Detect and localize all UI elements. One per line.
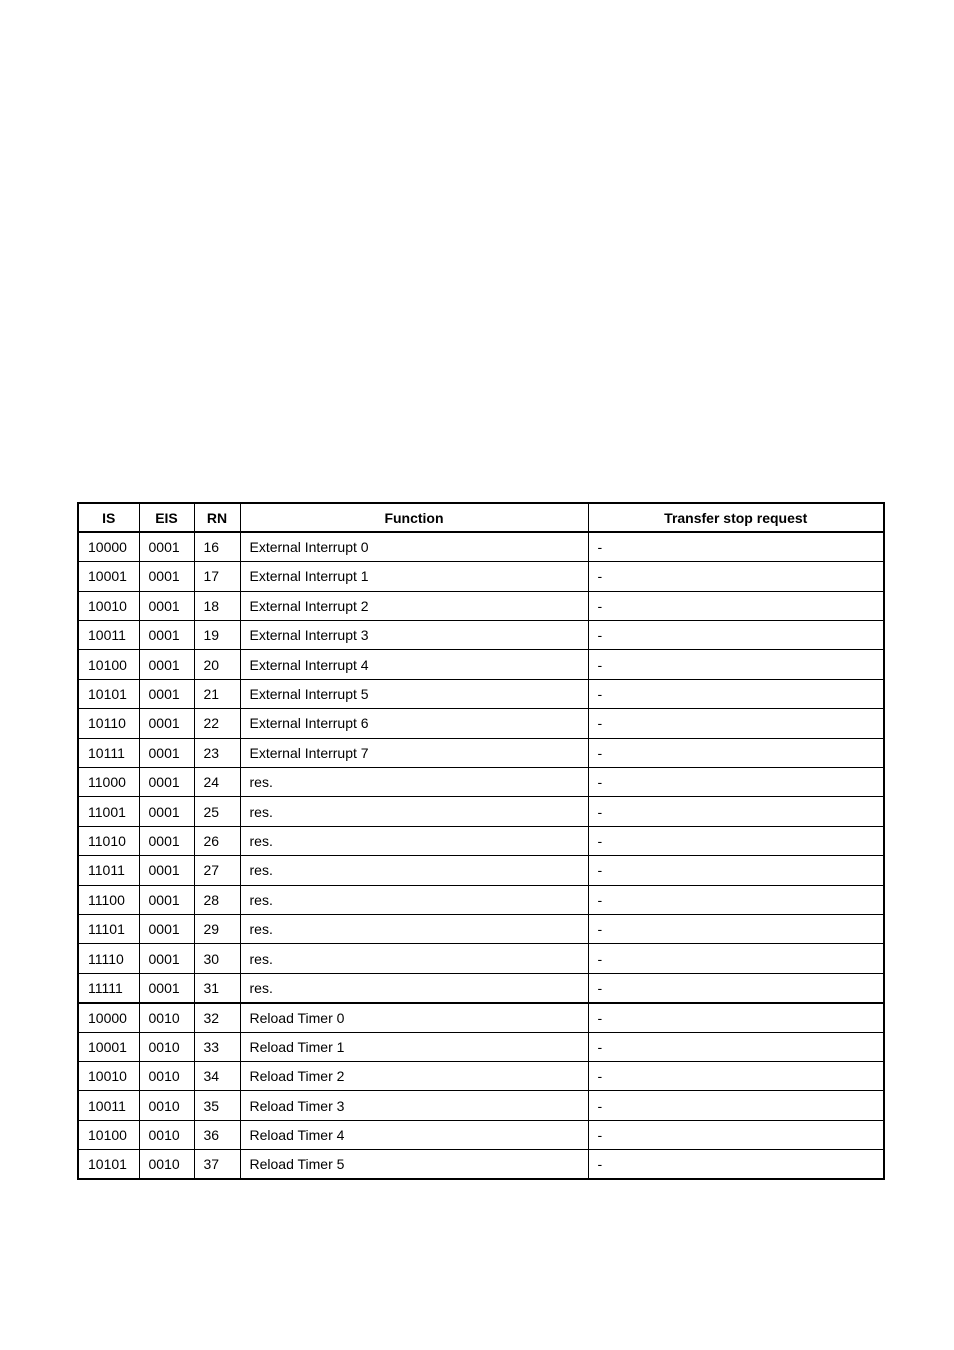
table-row	[78, 621, 884, 650]
cell-rn: 35	[194, 1091, 240, 1120]
cell-function: res.	[240, 826, 588, 855]
table-row	[78, 1032, 884, 1061]
cell-function: Reload Timer 0	[240, 1003, 588, 1032]
cell-eis: 0001	[139, 591, 194, 620]
cell-is: 10001	[78, 562, 139, 591]
cell-function: External Interrupt 3	[240, 621, 588, 650]
cell-eis: 0001	[139, 768, 194, 797]
table-header	[78, 503, 884, 532]
cell-transfer-stop-request: -	[588, 738, 884, 767]
cell-is: 10010	[78, 1061, 139, 1090]
cell-rn: 18	[194, 591, 240, 620]
cell-is: 11001	[78, 797, 139, 826]
cell-rn: 30	[194, 944, 240, 973]
cell-is: 10000	[78, 1003, 139, 1032]
cell-eis: 0010	[139, 1061, 194, 1090]
cell-eis: 0001	[139, 709, 194, 738]
cell-is: 10011	[78, 1091, 139, 1120]
cell-function: res.	[240, 944, 588, 973]
cell-eis: 0001	[139, 856, 194, 885]
header-transfer-stop-request: Transfer stop request	[588, 503, 884, 532]
cell-rn: 20	[194, 650, 240, 679]
interrupt-table	[77, 502, 885, 1180]
cell-is: 10010	[78, 591, 139, 620]
cell-transfer-stop-request: -	[588, 1003, 884, 1032]
cell-transfer-stop-request: -	[588, 1032, 884, 1061]
cell-transfer-stop-request: -	[588, 650, 884, 679]
cell-eis: 0001	[139, 914, 194, 943]
cell-rn: 31	[194, 973, 240, 1002]
cell-eis: 0001	[139, 973, 194, 1002]
cell-eis: 0001	[139, 797, 194, 826]
cell-is: 10101	[78, 679, 139, 708]
table-row	[78, 738, 884, 767]
table-row	[78, 797, 884, 826]
cell-transfer-stop-request: -	[588, 885, 884, 914]
cell-function: res.	[240, 885, 588, 914]
table-row	[78, 856, 884, 885]
cell-eis: 0010	[139, 1091, 194, 1120]
cell-transfer-stop-request: -	[588, 944, 884, 973]
cell-transfer-stop-request: -	[588, 768, 884, 797]
cell-eis: 0001	[139, 621, 194, 650]
cell-rn: 37	[194, 1150, 240, 1179]
cell-is: 11110	[78, 944, 139, 973]
table-body	[78, 532, 884, 1179]
cell-is: 10101	[78, 1150, 139, 1179]
cell-function: External Interrupt 2	[240, 591, 588, 620]
cell-is: 10001	[78, 1032, 139, 1061]
cell-is: 10100	[78, 1120, 139, 1149]
cell-rn: 23	[194, 738, 240, 767]
cell-is: 11101	[78, 914, 139, 943]
table-row	[78, 1150, 884, 1179]
cell-rn: 29	[194, 914, 240, 943]
cell-transfer-stop-request: -	[588, 973, 884, 1002]
cell-eis: 0001	[139, 650, 194, 679]
cell-rn: 16	[194, 532, 240, 561]
cell-function: res.	[240, 973, 588, 1002]
table-row	[78, 973, 884, 1002]
cell-function: External Interrupt 7	[240, 738, 588, 767]
cell-rn: 21	[194, 679, 240, 708]
cell-is: 10100	[78, 650, 139, 679]
cell-transfer-stop-request: -	[588, 1150, 884, 1179]
cell-is: 10111	[78, 738, 139, 767]
cell-eis: 0001	[139, 679, 194, 708]
header-eis: EIS	[139, 503, 194, 532]
cell-function: Reload Timer 1	[240, 1032, 588, 1061]
cell-function: res.	[240, 914, 588, 943]
cell-function: res.	[240, 797, 588, 826]
cell-rn: 36	[194, 1120, 240, 1149]
cell-function: External Interrupt 4	[240, 650, 588, 679]
cell-transfer-stop-request: -	[588, 797, 884, 826]
table-row	[78, 944, 884, 973]
header-function: Function	[240, 503, 588, 532]
cell-is: 10110	[78, 709, 139, 738]
cell-function: External Interrupt 6	[240, 709, 588, 738]
cell-function: Reload Timer 3	[240, 1091, 588, 1120]
cell-eis: 0001	[139, 885, 194, 914]
table-row	[78, 1091, 884, 1120]
cell-transfer-stop-request: -	[588, 562, 884, 591]
cell-rn: 22	[194, 709, 240, 738]
cell-rn: 26	[194, 826, 240, 855]
cell-is: 11100	[78, 885, 139, 914]
cell-rn: 17	[194, 562, 240, 591]
cell-function: External Interrupt 5	[240, 679, 588, 708]
table-row	[78, 532, 884, 561]
cell-function: Reload Timer 5	[240, 1150, 588, 1179]
cell-eis: 0010	[139, 1032, 194, 1061]
cell-is: 11011	[78, 856, 139, 885]
cell-rn: 24	[194, 768, 240, 797]
cell-function: Reload Timer 2	[240, 1061, 588, 1090]
table-row	[78, 650, 884, 679]
cell-rn: 25	[194, 797, 240, 826]
cell-rn: 28	[194, 885, 240, 914]
cell-eis: 0001	[139, 532, 194, 561]
table-row	[78, 885, 884, 914]
header-is: IS	[78, 503, 139, 532]
table-row	[78, 1061, 884, 1090]
cell-eis: 0010	[139, 1150, 194, 1179]
cell-transfer-stop-request: -	[588, 826, 884, 855]
table-row	[78, 914, 884, 943]
table-row	[78, 1003, 884, 1032]
cell-function: External Interrupt 0	[240, 532, 588, 561]
cell-transfer-stop-request: -	[588, 621, 884, 650]
cell-eis: 0010	[139, 1120, 194, 1149]
cell-is: 10011	[78, 621, 139, 650]
cell-transfer-stop-request: -	[588, 1061, 884, 1090]
cell-eis: 0001	[139, 562, 194, 591]
cell-transfer-stop-request: -	[588, 709, 884, 738]
table-row	[78, 591, 884, 620]
cell-function: External Interrupt 1	[240, 562, 588, 591]
cell-is: 11111	[78, 973, 139, 1002]
table-row	[78, 562, 884, 591]
table-row	[78, 1120, 884, 1149]
cell-rn: 34	[194, 1061, 240, 1090]
cell-function: res.	[240, 768, 588, 797]
cell-function: Reload Timer 4	[240, 1120, 588, 1149]
cell-eis: 0010	[139, 1003, 194, 1032]
table-row	[78, 826, 884, 855]
cell-transfer-stop-request: -	[588, 532, 884, 561]
cell-rn: 32	[194, 1003, 240, 1032]
cell-transfer-stop-request: -	[588, 856, 884, 885]
cell-transfer-stop-request: -	[588, 1091, 884, 1120]
cell-transfer-stop-request: -	[588, 591, 884, 620]
cell-is: 11010	[78, 826, 139, 855]
cell-is: 10000	[78, 532, 139, 561]
table-row	[78, 709, 884, 738]
cell-transfer-stop-request: -	[588, 679, 884, 708]
header-row	[78, 503, 884, 532]
cell-rn: 33	[194, 1032, 240, 1061]
cell-eis: 0001	[139, 944, 194, 973]
cell-rn: 19	[194, 621, 240, 650]
table-row	[78, 768, 884, 797]
cell-rn: 27	[194, 856, 240, 885]
cell-transfer-stop-request: -	[588, 914, 884, 943]
table-row	[78, 679, 884, 708]
cell-eis: 0001	[139, 826, 194, 855]
cell-eis: 0001	[139, 738, 194, 767]
cell-transfer-stop-request: -	[588, 1120, 884, 1149]
cell-function: res.	[240, 856, 588, 885]
header-rn: RN	[194, 503, 240, 532]
cell-is: 11000	[78, 768, 139, 797]
